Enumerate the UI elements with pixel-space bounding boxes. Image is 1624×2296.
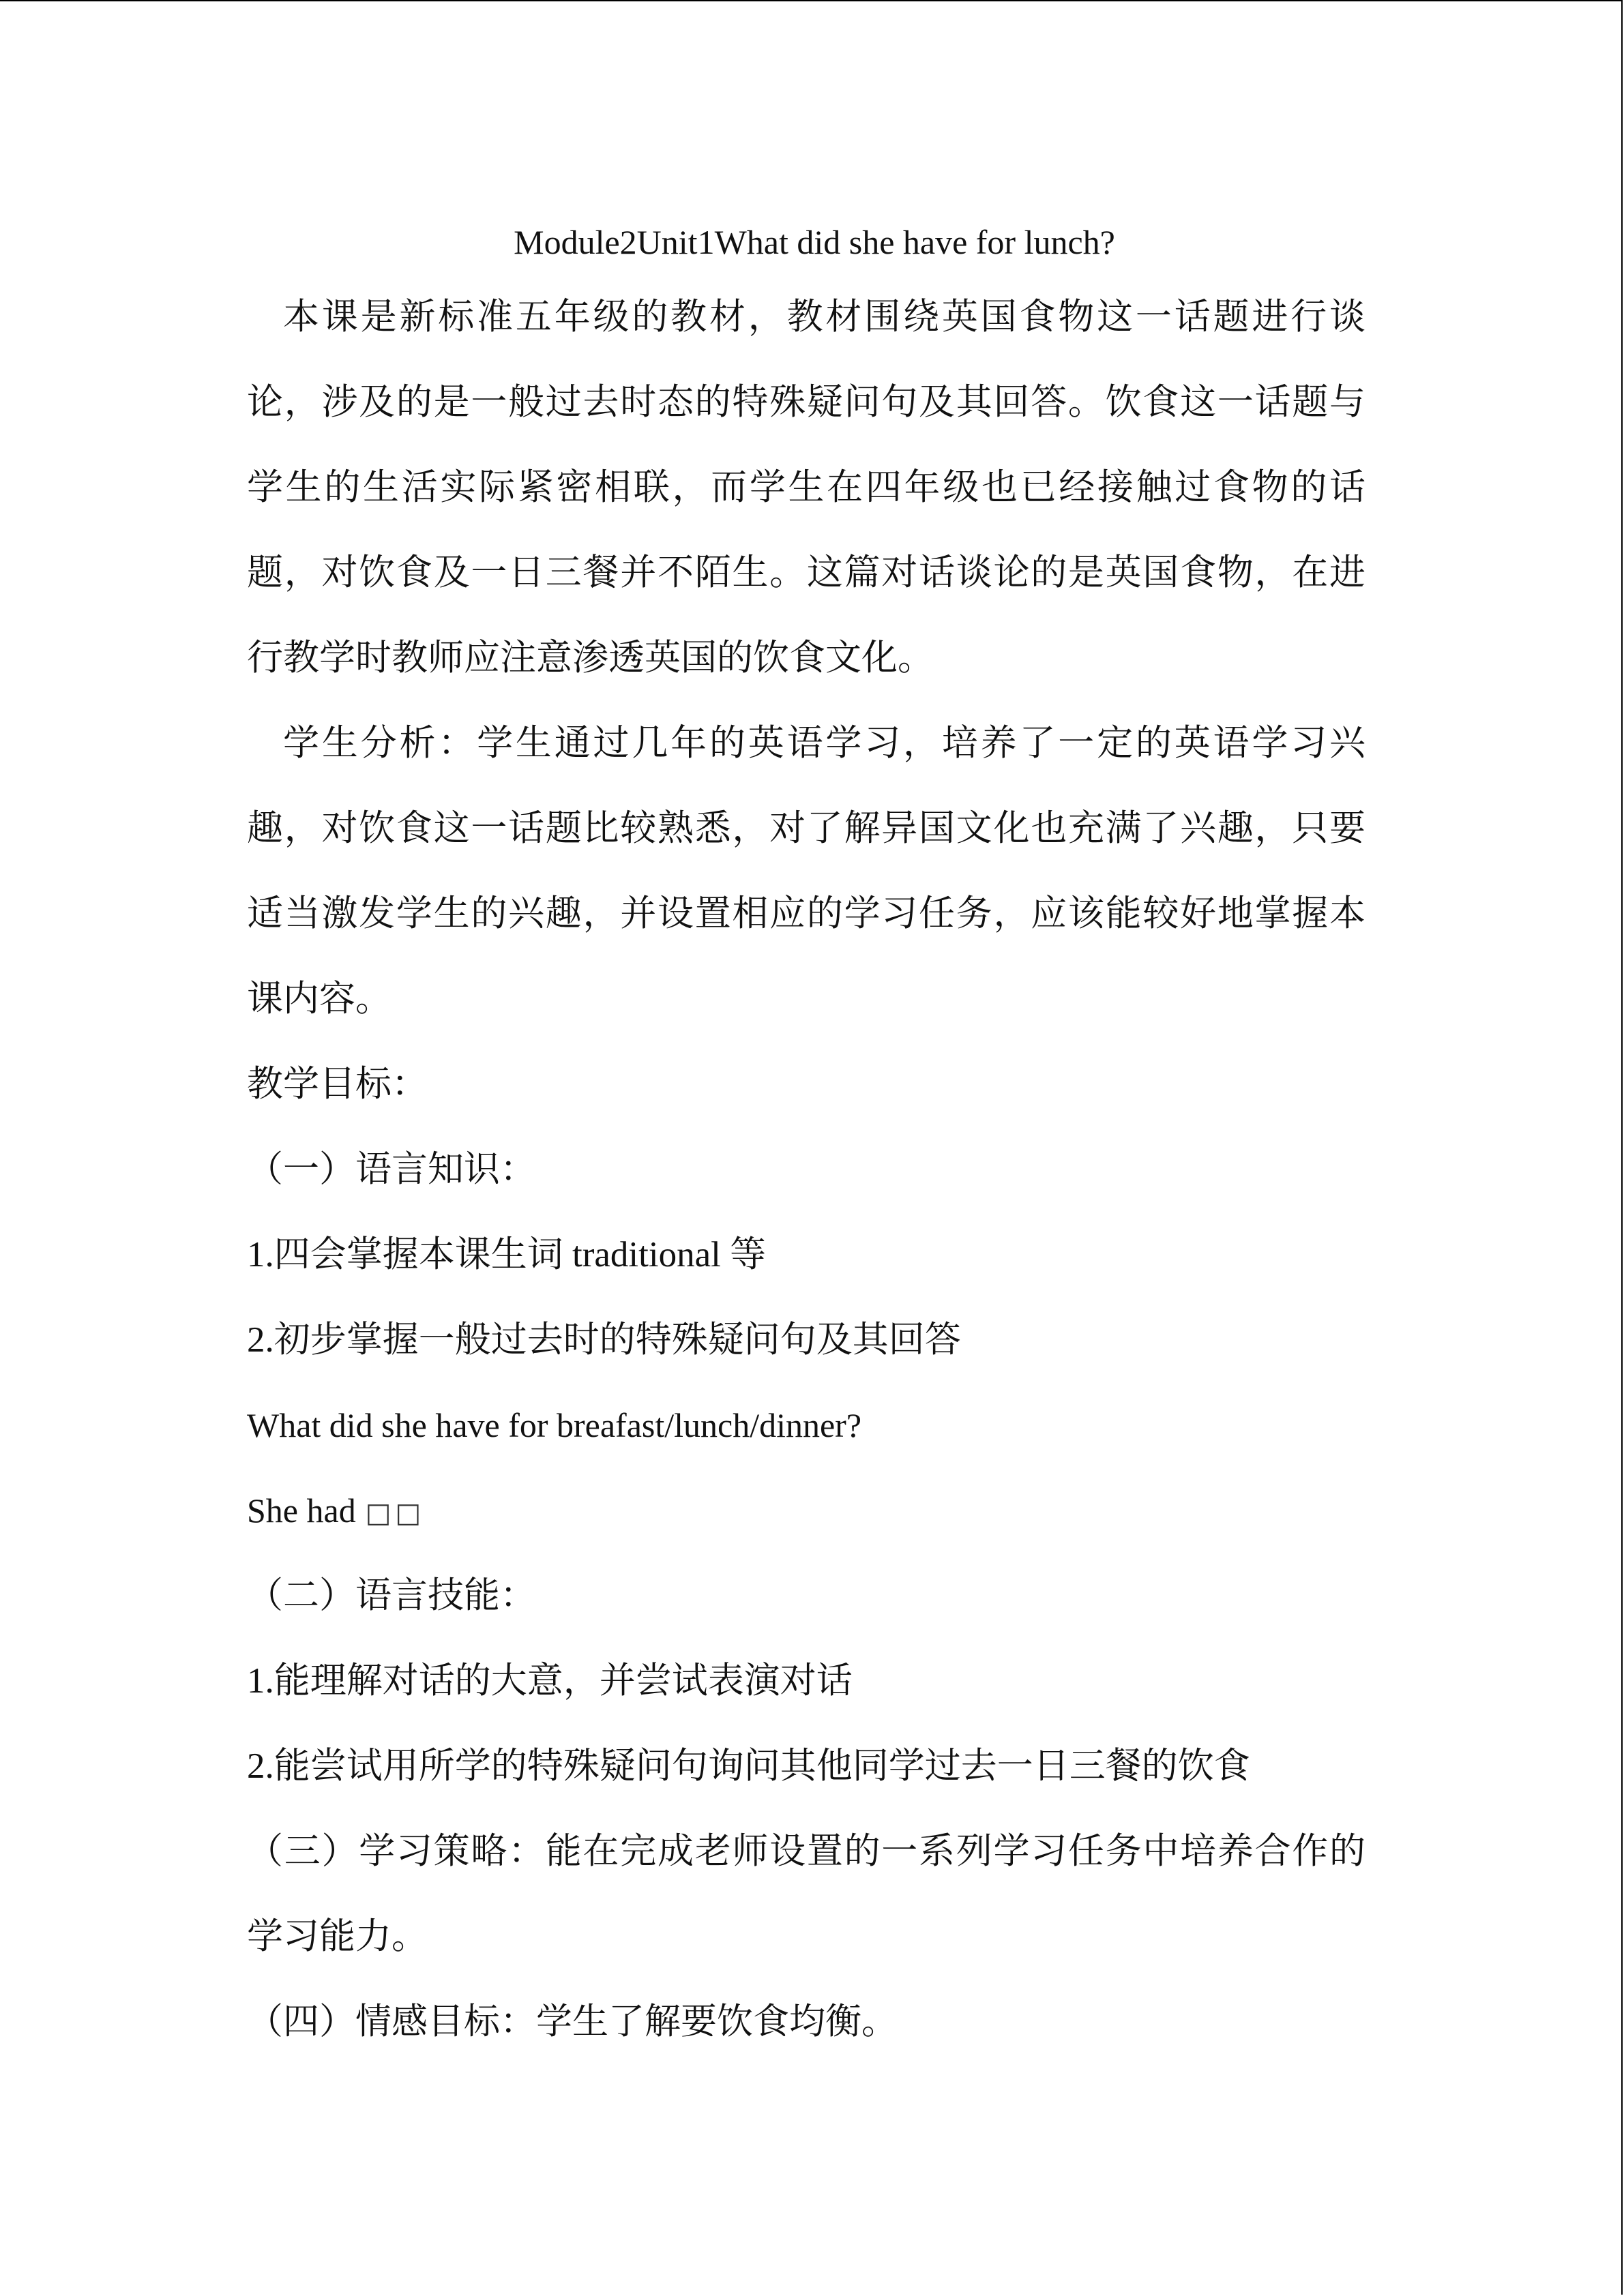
document-title: Module2Unit1What did she have for lunch? — [514, 223, 1115, 261]
section4-line: （四）情感目标：学生了解要饮食均衡。 — [247, 2002, 898, 2042]
example-question: What did she have for breafast/lunch/dinner? — [247, 1406, 862, 1444]
section2-heading: （二）语言技能： — [247, 1576, 536, 1615]
example-answer-text: She had — [247, 1491, 356, 1530]
section1-item2: 2.初步掌握一般过去时的特殊疑问句及其回答 — [247, 1320, 961, 1360]
section3-paragraph: （三）学习策略：能在完成老师设置的一系列学习任务中培养合作的学习能力。 — [247, 1832, 1365, 1956]
example-answer — [247, 1468, 1365, 1553]
document-body — [247, 209, 1365, 2065]
student-analysis-paragraph: 学生分析：学生通过几年的英语学习，培养了一定的英语学习兴趣，对饮食这一话题比较熟悉，对了解异国文化也充满了兴趣，只要适当激发学生的兴趣，并设置相应的学习任务，应该能较好地掌握本课内容。 — [247, 724, 1365, 1019]
objectives-heading: 教学目标： — [247, 1064, 428, 1104]
placeholder-boxes: □□ — [365, 1497, 426, 1529]
section1-item1: 1.四会掌握本课生词 traditional 等 — [247, 1235, 767, 1274]
section1-heading: （一）语言知识： — [247, 1150, 536, 1189]
intro-paragraph: 本课是新标准五年级的教材，教材围绕英国食物这一话题进行谈论，涉及的是一般过去时态的特殊疑问句及其回答。饮食这一话题与学生的生活实际紧密相联，而学生在四年级也已经接触过食物的话题，对饮食及一日三餐并不陌生。这篇对话谈论的是英国食物，在进行教学时教师应注意渗透英国的饮食文化。 — [247, 297, 1365, 678]
section2-item2: 2.能尝试用所学的特殊疑问句询问其他同学过去一日三餐的饮食 — [247, 1746, 1250, 1786]
section2-item1: 1.能理解对话的大意，并尝试表演对话 — [247, 1661, 853, 1701]
